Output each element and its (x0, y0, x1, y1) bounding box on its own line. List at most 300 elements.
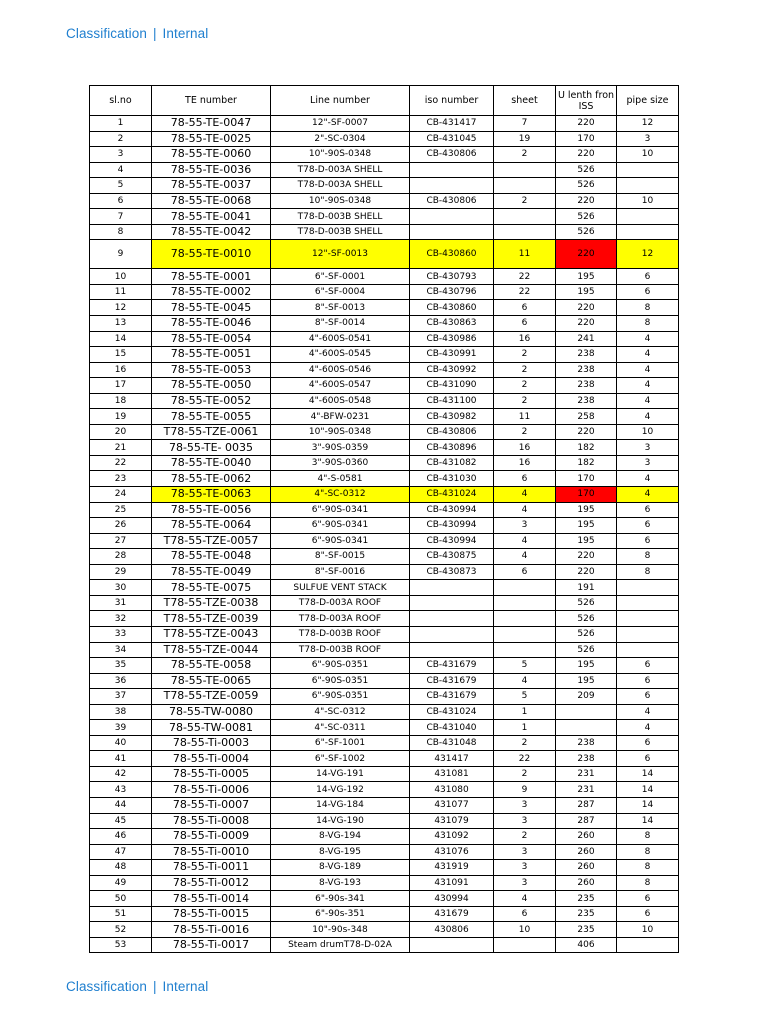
te-number-cell: T78-55-TZE-0039 (152, 611, 271, 627)
line-number-cell: 8-VG-189 (271, 860, 410, 876)
sheet-cell: 2 (494, 362, 556, 378)
u-length-cell: 238 (556, 751, 617, 767)
sl-no-cell: 5 (90, 178, 152, 194)
sl-no-cell: 9 (90, 240, 152, 269)
line-number-cell: 4"-SC-0311 (271, 720, 410, 736)
line-number-cell: 4"-600S-0541 (271, 331, 410, 347)
sl-no-cell: 24 (90, 487, 152, 503)
table-row (90, 720, 679, 736)
te-number-cell: 78-55-TW-0080 (152, 704, 271, 720)
sheet-cell: 4 (494, 487, 556, 503)
table-row (90, 564, 679, 580)
classification-separator: | (152, 26, 157, 41)
iso-number-cell: CB-430992 (410, 362, 494, 378)
table-row (90, 689, 679, 705)
pipe-size-cell: 10 (617, 922, 679, 938)
sheet-cell: 1 (494, 720, 556, 736)
u-length-cell (556, 704, 617, 720)
sl-no-cell: 50 (90, 891, 152, 907)
table-row (90, 347, 679, 363)
table-row (90, 580, 679, 596)
sheet-cell: 2 (494, 193, 556, 209)
u-length-cell: 182 (556, 440, 617, 456)
line-number-cell: 6"-90S-0351 (271, 673, 410, 689)
sl-no-cell: 7 (90, 209, 152, 225)
sheet-cell: 2 (494, 829, 556, 845)
pipe-size-cell (617, 595, 679, 611)
line-number-cell: 6"-SF-0001 (271, 269, 410, 285)
u-length-cell: 220 (556, 300, 617, 316)
line-number-cell: 6"-SF-1001 (271, 735, 410, 751)
sl-no-cell: 49 (90, 875, 152, 891)
u-length-cell: 238 (556, 378, 617, 394)
te-number-cell: 78-55-TE-0051 (152, 347, 271, 363)
pipe-size-cell: 4 (617, 487, 679, 503)
pipe-size-cell: 12 (617, 116, 679, 132)
classification-label: Classification (66, 26, 147, 41)
classification-value: Internal (162, 979, 209, 994)
u-length-cell: 526 (556, 595, 617, 611)
u-length-cell: 220 (556, 549, 617, 565)
sl-no-cell: 35 (90, 658, 152, 674)
u-length-cell: 195 (556, 533, 617, 549)
pipe-size-cell: 10 (617, 147, 679, 163)
table-row (90, 673, 679, 689)
u-length-cell: 258 (556, 409, 617, 425)
iso-number-cell: CB-430982 (410, 409, 494, 425)
iso-number-cell: 431079 (410, 813, 494, 829)
line-number-cell: 14-VG-191 (271, 766, 410, 782)
u-length-cell: 238 (556, 362, 617, 378)
pipe-size-cell: 3 (617, 131, 679, 147)
line-number-cell: 8"-SF-0014 (271, 316, 410, 332)
u-length-cell: 241 (556, 331, 617, 347)
iso-number-cell (410, 937, 494, 953)
te-number-cell: 78-55-TE-0062 (152, 471, 271, 487)
u-length-cell: 238 (556, 735, 617, 751)
header-pipe-size: pipe size (617, 86, 679, 116)
sheet-cell: 6 (494, 564, 556, 580)
pipe-size-cell: 4 (617, 393, 679, 409)
sheet-cell: 6 (494, 316, 556, 332)
te-number-cell: 78-55-TE-0054 (152, 331, 271, 347)
table-row (90, 518, 679, 534)
iso-number-cell: CB-431024 (410, 704, 494, 720)
line-number-cell: T78-D-003A SHELL (271, 178, 410, 194)
table-row (90, 300, 679, 316)
line-number-cell: 6"-90s-351 (271, 906, 410, 922)
sheet-cell: 5 (494, 689, 556, 705)
te-number-cell: T78-55-TZE-0044 (152, 642, 271, 658)
te-number-cell: 78-55-Ti-0009 (152, 829, 271, 845)
line-number-cell: 6"-90S-0341 (271, 518, 410, 534)
table-row (90, 162, 679, 178)
te-number-cell: 78-55-Ti-0017 (152, 937, 271, 953)
table-row (90, 922, 679, 938)
pipe-size-cell: 10 (617, 424, 679, 440)
sheet-cell (494, 224, 556, 240)
sl-no-cell: 39 (90, 720, 152, 736)
sheet-cell: 2 (494, 347, 556, 363)
te-number-cell: 78-55-TE-0064 (152, 518, 271, 534)
iso-number-cell: CB-430994 (410, 502, 494, 518)
iso-number-cell: 431077 (410, 797, 494, 813)
te-number-cell: 78-55-Ti-0014 (152, 891, 271, 907)
sl-no-cell: 20 (90, 424, 152, 440)
table-row (90, 502, 679, 518)
sl-no-cell: 46 (90, 829, 152, 845)
pipe-size-cell: 8 (617, 300, 679, 316)
u-length-cell: 235 (556, 922, 617, 938)
table-row (90, 455, 679, 471)
sl-no-cell: 14 (90, 331, 152, 347)
u-length-cell: 220 (556, 564, 617, 580)
u-length-cell: 170 (556, 487, 617, 503)
te-number-cell: 78-55-TE-0050 (152, 378, 271, 394)
table-row (90, 116, 679, 132)
pipe-size-cell: 6 (617, 284, 679, 300)
line-number-cell: 6"-SF-1002 (271, 751, 410, 767)
iso-number-cell (410, 162, 494, 178)
pipe-size-cell: 4 (617, 720, 679, 736)
pipe-size-cell: 8 (617, 860, 679, 876)
table-row (90, 269, 679, 285)
sl-no-cell: 44 (90, 797, 152, 813)
pipe-size-cell: 6 (617, 906, 679, 922)
te-number-cell: 78-55-Ti-0007 (152, 797, 271, 813)
table-row (90, 471, 679, 487)
pipe-size-cell: 6 (617, 502, 679, 518)
pipe-size-cell: 4 (617, 331, 679, 347)
table-row (90, 209, 679, 225)
sheet-cell: 2 (494, 735, 556, 751)
line-number-cell: 6"-90S-0351 (271, 658, 410, 674)
table-row (90, 147, 679, 163)
te-number-cell: 78-55-TE-0056 (152, 502, 271, 518)
sl-no-cell: 25 (90, 502, 152, 518)
iso-number-cell: CB-431045 (410, 131, 494, 147)
u-length-cell: 260 (556, 860, 617, 876)
iso-number-cell: CB-430994 (410, 518, 494, 534)
sl-no-cell: 23 (90, 471, 152, 487)
iso-number-cell: CB-430896 (410, 440, 494, 456)
u-length-cell: 526 (556, 162, 617, 178)
pipe-size-cell: 3 (617, 455, 679, 471)
te-number-cell: 78-55-TE-0001 (152, 269, 271, 285)
te-number-cell: 78-55-TW-0081 (152, 720, 271, 736)
line-number-cell: 8-VG-194 (271, 829, 410, 845)
sl-no-cell: 34 (90, 642, 152, 658)
sheet-cell: 11 (494, 409, 556, 425)
pipe-size-cell: 8 (617, 549, 679, 565)
sheet-cell (494, 611, 556, 627)
iso-number-cell: CB-430994 (410, 533, 494, 549)
sheet-cell: 4 (494, 673, 556, 689)
te-number-cell: 78-55-Ti-0010 (152, 844, 271, 860)
sl-no-cell: 48 (90, 860, 152, 876)
te-number-cell: 78-55-TE-0055 (152, 409, 271, 425)
sl-no-cell: 43 (90, 782, 152, 798)
u-length-cell: 195 (556, 269, 617, 285)
te-number-cell: 78-55-TE-0048 (152, 549, 271, 565)
te-number-cell: 78-55-TE-0065 (152, 673, 271, 689)
te-number-cell: 78-55-TE-0068 (152, 193, 271, 209)
sl-no-cell: 26 (90, 518, 152, 534)
classification-separator: | (152, 979, 157, 994)
iso-number-cell: CB-431100 (410, 393, 494, 409)
pipe-size-cell: 14 (617, 782, 679, 798)
sheet-cell: 6 (494, 471, 556, 487)
sheet-cell: 2 (494, 393, 556, 409)
u-length-cell: 260 (556, 829, 617, 845)
line-number-cell: 12"-SF-0013 (271, 240, 410, 269)
table-row (90, 440, 679, 456)
classification-header (66, 26, 208, 41)
sheet-cell: 1 (494, 704, 556, 720)
te-number-cell: 78-55-TE-0040 (152, 455, 271, 471)
sl-no-cell: 16 (90, 362, 152, 378)
u-length-cell: 238 (556, 347, 617, 363)
te-number-cell: T78-55-TZE-0057 (152, 533, 271, 549)
pipe-size-cell: 6 (617, 269, 679, 285)
u-length-cell: 235 (556, 906, 617, 922)
sheet-cell: 22 (494, 751, 556, 767)
iso-number-cell (410, 611, 494, 627)
line-number-cell: 4"-600S-0547 (271, 378, 410, 394)
sheet-cell: 4 (494, 502, 556, 518)
header-u-length: U lenth fron ISS (556, 86, 617, 116)
sheet-cell: 10 (494, 922, 556, 938)
te-number-cell: 78-55-Ti-0008 (152, 813, 271, 829)
sheet-cell: 9 (494, 782, 556, 798)
pipe-size-cell: 6 (617, 533, 679, 549)
sheet-cell: 22 (494, 284, 556, 300)
iso-number-cell: CB-431082 (410, 455, 494, 471)
pipe-size-cell (617, 162, 679, 178)
table-row (90, 797, 679, 813)
table-row (90, 378, 679, 394)
iso-number-cell: CB-430806 (410, 147, 494, 163)
sheet-cell: 2 (494, 378, 556, 394)
pipe-size-cell: 6 (617, 735, 679, 751)
sheet-cell: 5 (494, 658, 556, 674)
iso-number-cell: 431080 (410, 782, 494, 798)
iso-number-cell (410, 224, 494, 240)
iso-number-cell: CB-430986 (410, 331, 494, 347)
sl-no-cell: 30 (90, 580, 152, 596)
sl-no-cell: 1 (90, 116, 152, 132)
sl-no-cell: 52 (90, 922, 152, 938)
te-number-cell: 78-55-TE-0036 (152, 162, 271, 178)
sheet-cell: 3 (494, 875, 556, 891)
pipe-size-cell: 4 (617, 471, 679, 487)
u-length-cell (556, 720, 617, 736)
te-number-cell: T78-55-TZE-0043 (152, 626, 271, 642)
table-row (90, 409, 679, 425)
table-row (90, 178, 679, 194)
table-row (90, 611, 679, 627)
line-number-cell: 8"-SF-0013 (271, 300, 410, 316)
sheet-cell (494, 162, 556, 178)
sl-no-cell: 36 (90, 673, 152, 689)
iso-number-cell: 431091 (410, 875, 494, 891)
header-sl-no: sl.no (90, 86, 152, 116)
sheet-cell (494, 178, 556, 194)
line-number-cell: 8"-SF-0016 (271, 564, 410, 580)
pipe-size-cell: 12 (617, 240, 679, 269)
line-number-cell: T78-D-003A SHELL (271, 162, 410, 178)
line-number-cell: T78-D-003B SHELL (271, 209, 410, 225)
pipe-size-cell: 3 (617, 440, 679, 456)
iso-number-cell (410, 642, 494, 658)
iso-number-cell: CB-430806 (410, 424, 494, 440)
pipe-size-cell: 8 (617, 316, 679, 332)
sl-no-cell: 42 (90, 766, 152, 782)
te-number-cell: 78-55-Ti-0004 (152, 751, 271, 767)
line-number-cell: 10"-90s-348 (271, 922, 410, 938)
iso-number-cell: CB-430796 (410, 284, 494, 300)
classification-value: Internal (162, 26, 209, 41)
te-number-cell: 78-55-TE-0047 (152, 116, 271, 132)
sl-no-cell: 2 (90, 131, 152, 147)
u-length-cell: 220 (556, 424, 617, 440)
te-number-cell: 78-55-TE-0010 (152, 240, 271, 269)
u-length-cell: 406 (556, 937, 617, 953)
table-row (90, 906, 679, 922)
table-row (90, 595, 679, 611)
u-length-cell: 526 (556, 178, 617, 194)
u-length-cell: 526 (556, 642, 617, 658)
pipe-size-cell: 14 (617, 766, 679, 782)
u-length-cell: 209 (556, 689, 617, 705)
line-number-cell: T78-D-003B SHELL (271, 224, 410, 240)
line-number-cell: 4"-600S-0545 (271, 347, 410, 363)
pipe-size-cell: 8 (617, 844, 679, 860)
sl-no-cell: 51 (90, 906, 152, 922)
sl-no-cell: 31 (90, 595, 152, 611)
sheet-cell: 3 (494, 860, 556, 876)
sheet-cell: 2 (494, 147, 556, 163)
line-number-cell: 6"-90S-0351 (271, 689, 410, 705)
pipe-size-cell (617, 642, 679, 658)
line-number-cell: 4"-600S-0546 (271, 362, 410, 378)
sheet-cell: 4 (494, 533, 556, 549)
table-row (90, 844, 679, 860)
line-number-cell: 3"-90S-0360 (271, 455, 410, 471)
u-length-cell: 287 (556, 813, 617, 829)
iso-number-cell: 431919 (410, 860, 494, 876)
sheet-cell (494, 937, 556, 953)
sheet-cell (494, 642, 556, 658)
pipe-size-cell (617, 580, 679, 596)
line-number-cell: 3"-90S-0359 (271, 440, 410, 456)
iso-number-cell: 430806 (410, 922, 494, 938)
table-row (90, 487, 679, 503)
te-number-cell: 78-55-TE-0063 (152, 487, 271, 503)
iso-number-cell: CB-431040 (410, 720, 494, 736)
te-number-cell: 78-55-TE-0042 (152, 224, 271, 240)
pipe-size-cell: 6 (617, 891, 679, 907)
sl-no-cell: 13 (90, 316, 152, 332)
table-row (90, 875, 679, 891)
sheet-cell: 2 (494, 766, 556, 782)
sl-no-cell: 47 (90, 844, 152, 860)
iso-number-cell: 431081 (410, 766, 494, 782)
pipe-size-cell: 4 (617, 704, 679, 720)
pipe-size-cell: 6 (617, 673, 679, 689)
u-length-cell: 231 (556, 782, 617, 798)
sl-no-cell: 32 (90, 611, 152, 627)
u-length-cell: 220 (556, 193, 617, 209)
iso-number-cell: CB-431679 (410, 689, 494, 705)
table-row (90, 316, 679, 332)
header-line-number: Line number (271, 86, 410, 116)
u-length-cell: 195 (556, 658, 617, 674)
header-iso-number: iso number (410, 86, 494, 116)
line-number-cell: 14-VG-190 (271, 813, 410, 829)
line-number-cell: 8"-SF-0015 (271, 549, 410, 565)
u-length-cell: 170 (556, 131, 617, 147)
u-length-cell: 195 (556, 284, 617, 300)
sheet-cell: 16 (494, 455, 556, 471)
sl-no-cell: 21 (90, 440, 152, 456)
iso-number-cell: CB-431679 (410, 673, 494, 689)
table-row (90, 193, 679, 209)
iso-number-cell: CB-431048 (410, 735, 494, 751)
sl-no-cell: 6 (90, 193, 152, 209)
sheet-cell: 4 (494, 891, 556, 907)
pipe-size-cell: 14 (617, 797, 679, 813)
table-row (90, 829, 679, 845)
iso-number-cell (410, 209, 494, 225)
iso-number-cell: CB-431024 (410, 487, 494, 503)
table-row (90, 937, 679, 953)
table-row (90, 766, 679, 782)
iso-number-cell (410, 595, 494, 611)
line-number-cell: T78-D-003B ROOF (271, 626, 410, 642)
iso-number-cell: 431092 (410, 829, 494, 845)
line-number-cell: 6"-90S-0341 (271, 533, 410, 549)
te-number-cell: 78-55-Ti-0015 (152, 906, 271, 922)
iso-number-cell: CB-430863 (410, 316, 494, 332)
classification-label: Classification (66, 979, 147, 994)
sl-no-cell: 33 (90, 626, 152, 642)
line-number-cell: T78-D-003A ROOF (271, 611, 410, 627)
iso-number-cell: CB-431030 (410, 471, 494, 487)
header-sheet: sheet (494, 86, 556, 116)
pipe-size-cell (617, 209, 679, 225)
pipe-size-cell: 4 (617, 362, 679, 378)
table-row (90, 240, 679, 269)
table-row (90, 626, 679, 642)
u-length-cell: 220 (556, 240, 617, 269)
table-row (90, 533, 679, 549)
u-length-cell: 195 (556, 518, 617, 534)
sl-no-cell: 15 (90, 347, 152, 363)
line-number-cell: 10"-90S-0348 (271, 147, 410, 163)
table-row (90, 549, 679, 565)
pipe-size-cell: 10 (617, 193, 679, 209)
te-number-cell: 78-55-Ti-0003 (152, 735, 271, 751)
sheet-cell: 11 (494, 240, 556, 269)
line-number-cell: 12"-SF-0007 (271, 116, 410, 132)
sheet-cell: 4 (494, 549, 556, 565)
sheet-cell (494, 209, 556, 225)
pipe-size-cell (617, 611, 679, 627)
te-number-cell: 78-55-Ti-0011 (152, 860, 271, 876)
line-number-cell: Steam drumT78-D-02A (271, 937, 410, 953)
u-length-cell: 235 (556, 891, 617, 907)
